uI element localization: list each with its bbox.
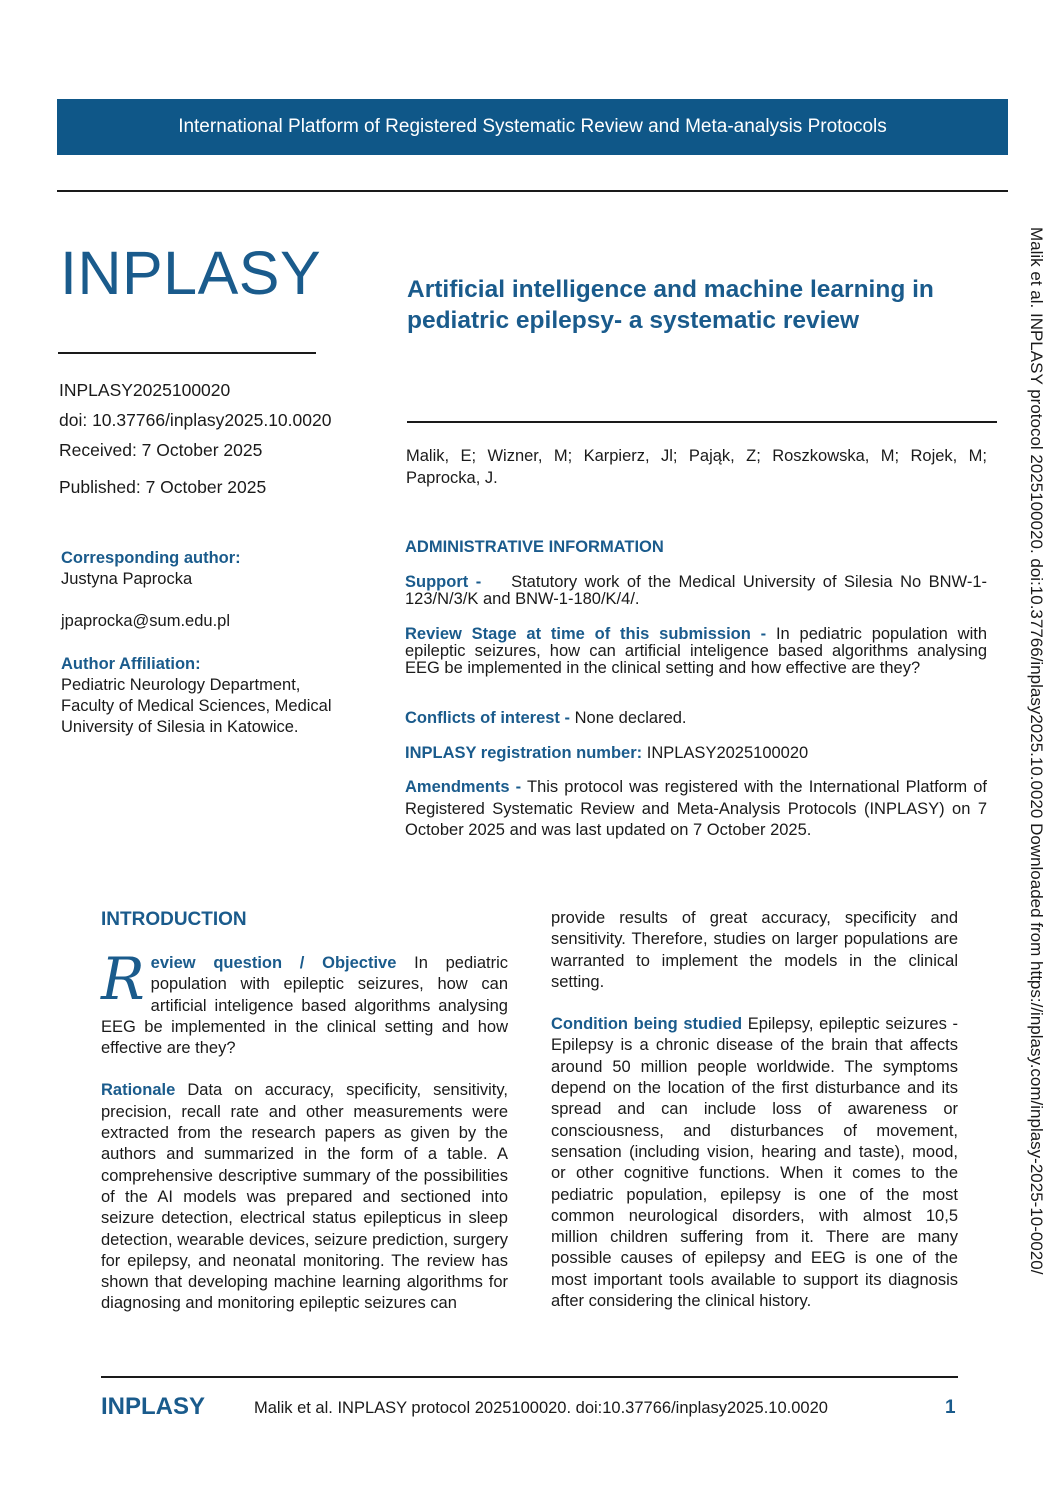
- drop-cap: R: [101, 945, 145, 1013]
- continued-paragraph: provide results of great accuracy, specificity and sensitivity. Therefore, studies on larger populations are warranted to implement the models in the clinical setting.: [551, 909, 958, 991]
- admin-conflicts: [405, 710, 987, 727]
- brand-logo-text: INPLASY: [60, 239, 322, 307]
- amendments-text: This protocol was registered with the International Platform of Registered Systematic Review and Meta-Analysis Protocols (INPLASY) on 7 October 2025 and was last updated on 7 October 2025.: [405, 778, 987, 839]
- condition-label: Condition being studied: [551, 1015, 743, 1034]
- author-list: Malik, E; Wizner, M; Karpierz, Jl; Pająk, Z; Roszkowska, M; Rojek, M; Paprocka, J.: [406, 447, 987, 487]
- registration-label: INPLASY registration number:: [405, 744, 643, 762]
- rationale-label: Rationale: [101, 1081, 176, 1100]
- received-date: Received: 7 October 2025: [59, 440, 263, 460]
- author-affiliation-text: Pediatric Neurology Department, Faculty of Medical Sciences, Medical University of Silesia in Katowice.: [61, 676, 332, 736]
- author-affiliation-label: Author Affiliation:: [61, 655, 201, 673]
- review-stage-text: In pediatric population with epileptic seizures, how can artificial inteligence based algorithms analysing EEG be implemented in the clinical setting and how effective are they?: [405, 625, 987, 677]
- footer-brand: INPLASY: [101, 1393, 206, 1420]
- admin-heading: ADMINISTRATIVE INFORMATION: [405, 538, 664, 556]
- doi: doi: 10.37766/inplasy2025.10.0020: [59, 410, 332, 430]
- author-affiliation-block: [61, 654, 341, 738]
- amendments-label: Amendments -: [405, 778, 522, 796]
- corresponding-author-block: [61, 548, 341, 632]
- corresponding-author-name: Justyna Paprocka: [61, 570, 193, 588]
- support-text: Statutory work of the Medical University of Silesia No BNW-1-123/N/3/K and BNW-1-180/K/4/.: [405, 573, 987, 608]
- paper-title: Artificial intelligence and machine learning in pediatric epilepsy- a systematic review: [407, 276, 934, 334]
- registration-number: INPLASY2025100020: [646, 744, 809, 762]
- intro-left-column: [101, 945, 508, 1315]
- admin-amendments: [405, 777, 987, 842]
- admin-registration: [405, 745, 987, 762]
- side-citation-banner: Malik et al. INPLASY protocol 2025100020. doi:10.37766/inplasy2025.10.0020 Downloaded from https://inplasy.com/inplasy-2025-10-0020/: [1027, 227, 1046, 1275]
- review-question-text: In pediatric population with epileptic seizures, how can artificial inteligence based algorithms analysing EEG be implemented in the clinical setting and how effective are they?: [101, 954, 508, 1058]
- support-label: Support -: [405, 573, 482, 591]
- protocol-id: INPLASY2025100020: [59, 380, 231, 400]
- corresponding-author-label: Corresponding author:: [61, 549, 241, 567]
- header-divider: [57, 190, 1008, 192]
- review-question-paragraph: [101, 945, 508, 1059]
- published-date: Published: 7 October 2025: [59, 477, 267, 497]
- admin-review-stage: [405, 626, 987, 677]
- corresponding-author-email[interactable]: jpaprocka@sum.edu.pl: [61, 612, 231, 630]
- introduction-heading: INTRODUCTION: [101, 909, 247, 930]
- review-question-label: eview question / Objective: [150, 954, 397, 972]
- intro-right-column: [551, 908, 958, 1312]
- admin-support: [405, 574, 987, 608]
- rationale-text: Data on accuracy, specificity, sensitivity, precision, recall rate and other measurements were extracted from the research papers as given by the authors and summarized in the form of a table. A comprehensive descriptive summary of the possibilities of the AI models was prepared and sectioned into seizure detection, electrical status epilepticus in sleep detection, wearable devices, seizure prediction, surgery for epilepsy, and neonatal monitoring. The review has shown that developing machine learning algorithms for diagnosing and monitoring epileptic seizures can: [101, 1081, 508, 1313]
- header-banner: International Platform of Registered Systematic Review and Meta-analysis Protocols: [57, 99, 1008, 155]
- footer-citation: Malik et al. INPLASY protocol 2025100020. doi:10.37766/inplasy2025.10.0020: [254, 1399, 828, 1417]
- condition-text: Epilepsy, epileptic seizures - Epilepsy is a chronic disease of the brain that affects around 50 million people worldwide. The symptoms depend on the location of the first disturbance and its spread and can include loss of awareness or consciousness, and disturbances of movement, sensation (including vision, hearing and taste), mood, or other cognitive functions. When it comes to the pediatric population, epilepsy is one of the most common neurological disorders, with almost 10,5 million children suffering from it. There are many possible causes of epilepsy and EEG is one of the most important tools available to support its diagnosis after considering the clinical history.: [551, 1015, 959, 1311]
- conflicts-label: Conflicts of interest -: [405, 709, 571, 727]
- brand-divider: [58, 352, 316, 354]
- page-number: 1: [945, 1397, 956, 1418]
- condition-paragraph: [551, 1014, 958, 1312]
- conflicts-text: None declared.: [574, 709, 687, 727]
- footer-divider: [101, 1376, 958, 1378]
- title-divider: [407, 421, 997, 423]
- rationale-paragraph: [101, 1080, 508, 1314]
- review-stage-label: Review Stage at time of this submission -: [405, 625, 767, 643]
